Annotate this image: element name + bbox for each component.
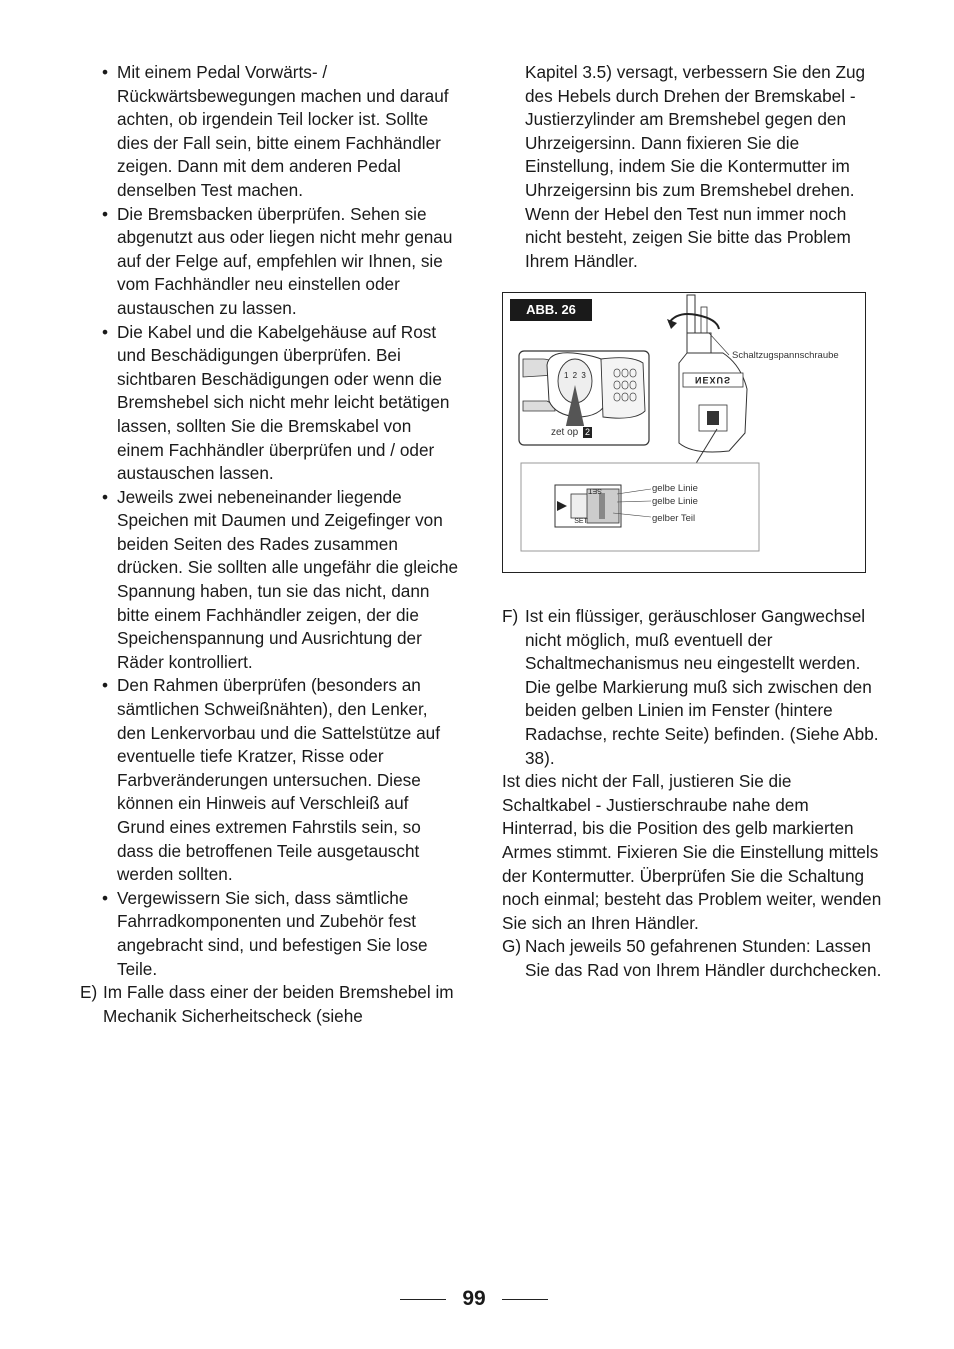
figure-label: ABB. 26 (510, 299, 592, 321)
set-label-top: SET (588, 487, 602, 494)
list-item: • Den Rahmen überprüfen (besonders an sämtlichen Schweißnähten), den Lenker, den Lenkervorbau und die Sattelstütze auf eventuelle tiefe Kratzer, Risse oder Farbveränderungen untersuchen. Diese können ein Hinweis auf Verschleiß auf Grund eines extremen Fahrstils sein, so dass die betroffenen Teile ausgetauscht werden sollten. (80, 674, 460, 886)
set-label-bottom: SET (574, 518, 588, 525)
item-f-marker: F) (502, 606, 519, 626)
item-e (80, 981, 460, 1028)
page-number-block (400, 1286, 548, 1312)
list-item: • Mit einem Pedal Vorwärts- / Rückwärtsbewegungen machen und darauf achten, ob irgendein Teil locker ist. Sollte dies der Fall sein, bitte einem Fachhändler zeigen. Dann mit dem anderen Pedal denselben Test machen. (80, 61, 460, 203)
callout-adjusting-screw: Schaltzugspannschraube (732, 350, 839, 361)
item-e-continued: Kapitel 3.5) versagt, verbessern Sie den Zug des Hebels durch Drehen der Bremskabel - Justierzylinder am Bremshebel gegen den Uhrzeigersinn. Dann fixieren Sie die Einstellung, indem Sie die Kontermutter im Uhrzeigersinn bis zum Bremshebel drehen. Wenn der Hebel den Test nun immer noch nicht besteht, zeigen Sie bitte das Problem Ihrem Händler. (525, 62, 866, 271)
figure-abb-26 (502, 292, 866, 573)
list-item: • Vergewissern Sie sich, dass sämtliche Fahrradkomponenten und Zubehör fest angebracht sind, und befestigen Sie lose Teile. (80, 887, 460, 981)
item-g-text: Nach jeweils 50 gefahrenen Stunden: Lassen Sie das Rad von Ihrem Händler durchchecken. (525, 936, 882, 980)
shifter-text: zet op (551, 427, 579, 438)
page-number: 99 (462, 1287, 486, 1310)
shifter-gear-numbers: 1 2 3 (564, 371, 587, 380)
list-item: • Die Kabel und die Kabelgehäuse auf Rost und Beschädigungen überprüfen. Bei sichtbaren Beschädigungen oder wenn die Bremshebel sich nicht mehr leicht betätigen lassen, sollten Sie die Bremskabel von einem Fachhändler überprüfen und / oder austauschen lassen. (80, 321, 460, 486)
callout-yellow-line-1: gelbe Linie (652, 483, 698, 494)
callout-yellow-line-2: gelbe Linie (652, 496, 698, 507)
right-column-bottom (502, 605, 882, 983)
shifter-number: 2 (585, 427, 591, 437)
item-f-text: Ist ein flüssiger, geräuschloser Gangwechsel nicht möglich, muß eventuell der Schaltmechanismus neu eingestellt werden. (525, 606, 866, 674)
item-f-text2: Die gelbe Markierung muß sich zwischen den beiden gelben Linien im Fenster (hintere Radachse, rechte Seite) befinden. (Siehe Abb. 38). (525, 676, 879, 768)
hub-brand: NEXUS (694, 375, 731, 385)
item-g-marker: G) (502, 936, 522, 957)
left-column (80, 61, 460, 1028)
shifter-label (551, 426, 592, 439)
right-column-top (502, 61, 882, 273)
callout-yellow-part: gelber Teil (652, 513, 696, 524)
item-f (502, 605, 882, 770)
item-e-text: Im Falle dass einer der beiden Bremshebel im Mechanik Sicherheitscheck (siehe (103, 982, 454, 1026)
page-number-rule-right (502, 1299, 548, 1300)
list-item: • Die Bremsbacken überprüfen. Sehen sie abgenutzt aus oder liegen nicht mehr genau auf der Felge auf, empfehlen wir Ihnen, sie vom Fachhändler neu einstellen oder austauschen zu lassen. (80, 203, 460, 321)
list-item: • Jeweils zwei nebeneinander liegende Speichen mit Daumen und Zeigefinger von beiden Seiten des Rades zusammen drücken. Sie sollten alle ungefähr die gleiche Spannung haben, tun sie das nicht, dann bitte einem Fachhändler zeigen, der die Speichenspannung und Ausrichtung der Räder kontrolliert. (80, 486, 460, 675)
adjustment-paragraph: Ist dies nicht der Fall, justieren Sie die Schaltkabel - Justierschraube nahe dem Hinterrad, bis die Position des gelb markierten Armes stimmt. Fixieren Sie die Einstellung mittels der Kontermutter. Überprüfen Sie die Schaltung noch einmal; besteht das Problem weiter, wenden Sie sich an Ihren Händler. (502, 771, 882, 933)
item-e-marker: E) (80, 982, 98, 1003)
item-g (502, 935, 882, 982)
